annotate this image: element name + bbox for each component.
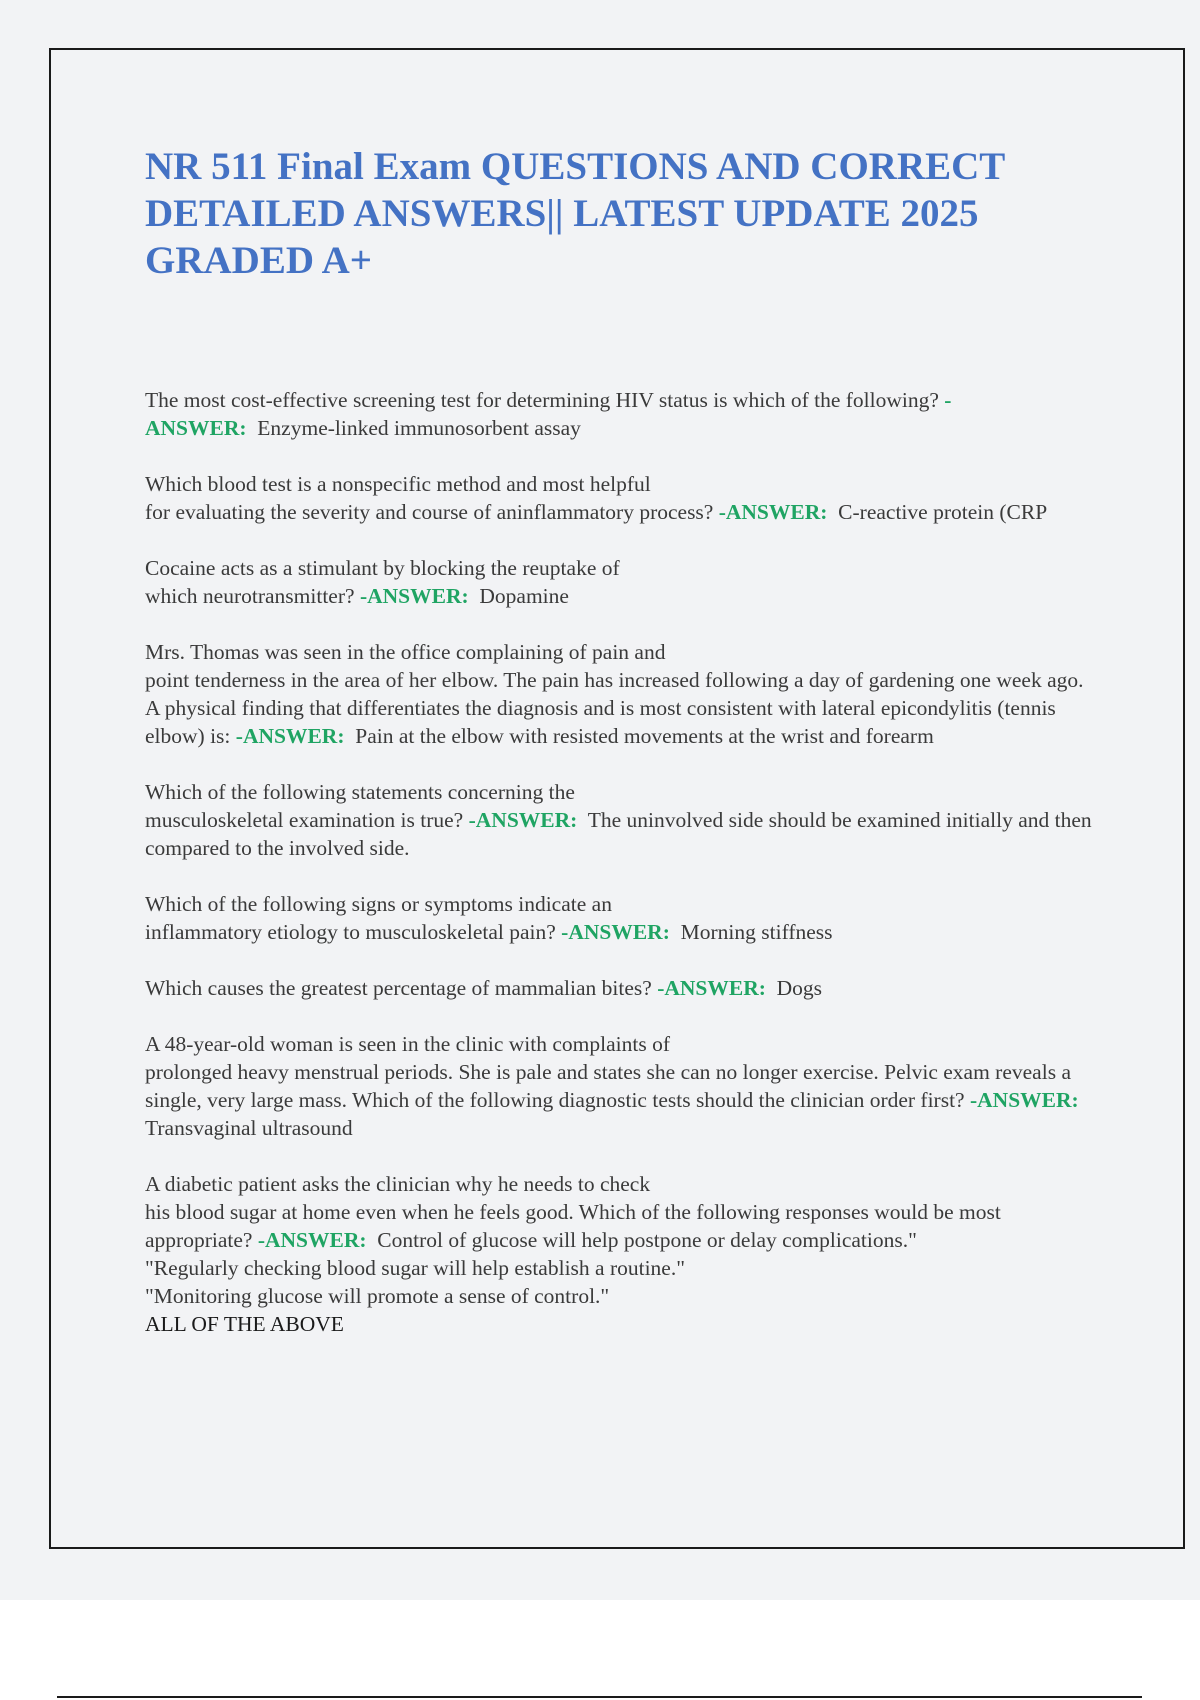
footer-divider (57, 1696, 1142, 1698)
question-text: inflammatory etiology to musculoskeletal pain? (145, 920, 562, 944)
question-text: for evaluating the severity and course of aninflammatory process? (145, 500, 719, 524)
answer-option-line: ALL OF THE ABOVE (145, 1312, 344, 1336)
qa-item (145, 554, 1095, 610)
question-text: A diabetic patient asks the clinician why he needs to check (145, 1172, 651, 1196)
answer-tag: ANSWER: (145, 416, 247, 440)
qa-item (145, 386, 1095, 442)
qa-item (145, 638, 1095, 750)
question-text: his blood sugar at home even when he feels good. Which of the following responses would be most appropriate? (145, 1200, 1001, 1252)
answer-tag: -ANSWER: (257, 1228, 367, 1252)
answer-text: Transvaginal ultrasound (145, 1116, 353, 1140)
question-text: Which of the following signs or symptoms indicate an (145, 892, 612, 916)
answer-text: Pain at the elbow with resisted movements at the wrist and forearm (355, 724, 934, 748)
answer-tag: -ANSWER: (359, 584, 469, 608)
qa-list (145, 386, 1095, 1366)
question-text: musculoskeletal examination is true? (145, 808, 469, 832)
answer-text: The uninvolved side should be examined initially and then compared to the involved side. (145, 808, 1092, 860)
question-text: which neurotransmitter? (145, 584, 360, 608)
answer-text: Dopamine (479, 584, 569, 608)
answer-tag: -ANSWER: (969, 1088, 1079, 1112)
answer-option-line: "Regularly checking blood sugar will help establish a routine." (145, 1256, 685, 1280)
answer-tag: -ANSWER: (468, 808, 578, 832)
qa-item (145, 778, 1095, 862)
answer-text: C-reactive protein (CRP (838, 500, 1048, 524)
question-text: point tenderness in the area of her elbow. The pain has increased following a day of gardening one week ago. A physical finding that differentiates the diagnosis and is most consistent with lateral epicondylitis (tennis elbow) is: (145, 668, 1084, 748)
qa-item (145, 1170, 1095, 1338)
answer-tag: -ANSWER: (561, 920, 670, 944)
answer-option-line: "Monitoring glucose will promote a sense of control." (145, 1284, 610, 1308)
answer-text: Enzyme-linked immunosorbent assay (257, 416, 581, 440)
question-text: A 48-year-old woman is seen in the clinic with complaints of (145, 1032, 671, 1056)
qa-item (145, 1030, 1095, 1142)
question-text: Mrs. Thomas was seen in the office complaining of pain and (145, 640, 666, 664)
question-text: prolonged heavy menstrual periods. She is pale and states she can no longer exercise. Pelvic exam reveals a single, very large mass. Which of the following diagnostic tests should the clinician order first? (145, 1060, 1071, 1112)
question-text: Which of the following statements concerning the (145, 780, 575, 804)
question-text: Which blood test is a nonspecific method and most helpful (145, 472, 651, 496)
qa-item (145, 470, 1095, 526)
answer-text: Control of glucose will help postpone or delay complications." (377, 1228, 917, 1252)
answer-tag: - (944, 388, 952, 412)
answer-tag: -ANSWER: (657, 976, 766, 1000)
question-text: The most cost-effective screening test for determining HIV status is which of the following? (145, 388, 945, 412)
answer-text: Morning stiffness (680, 920, 833, 944)
qa-item (145, 974, 1095, 1002)
document-title: NR 511 Final Exam QUESTIONS AND CORRECT DETAILED ANSWERS|| LATEST UPDATE 2025 GRADED A+ (145, 145, 1005, 282)
question-text: Cocaine acts as a stimulant by blocking the reuptake of (145, 556, 620, 580)
answer-text: Dogs (776, 976, 823, 1000)
answer-tag: -ANSWER: (235, 724, 345, 748)
qa-item (145, 890, 1095, 946)
answer-tag: -ANSWER: (718, 500, 828, 524)
question-text: Which causes the greatest percentage of mammalian bites? (145, 976, 658, 1000)
